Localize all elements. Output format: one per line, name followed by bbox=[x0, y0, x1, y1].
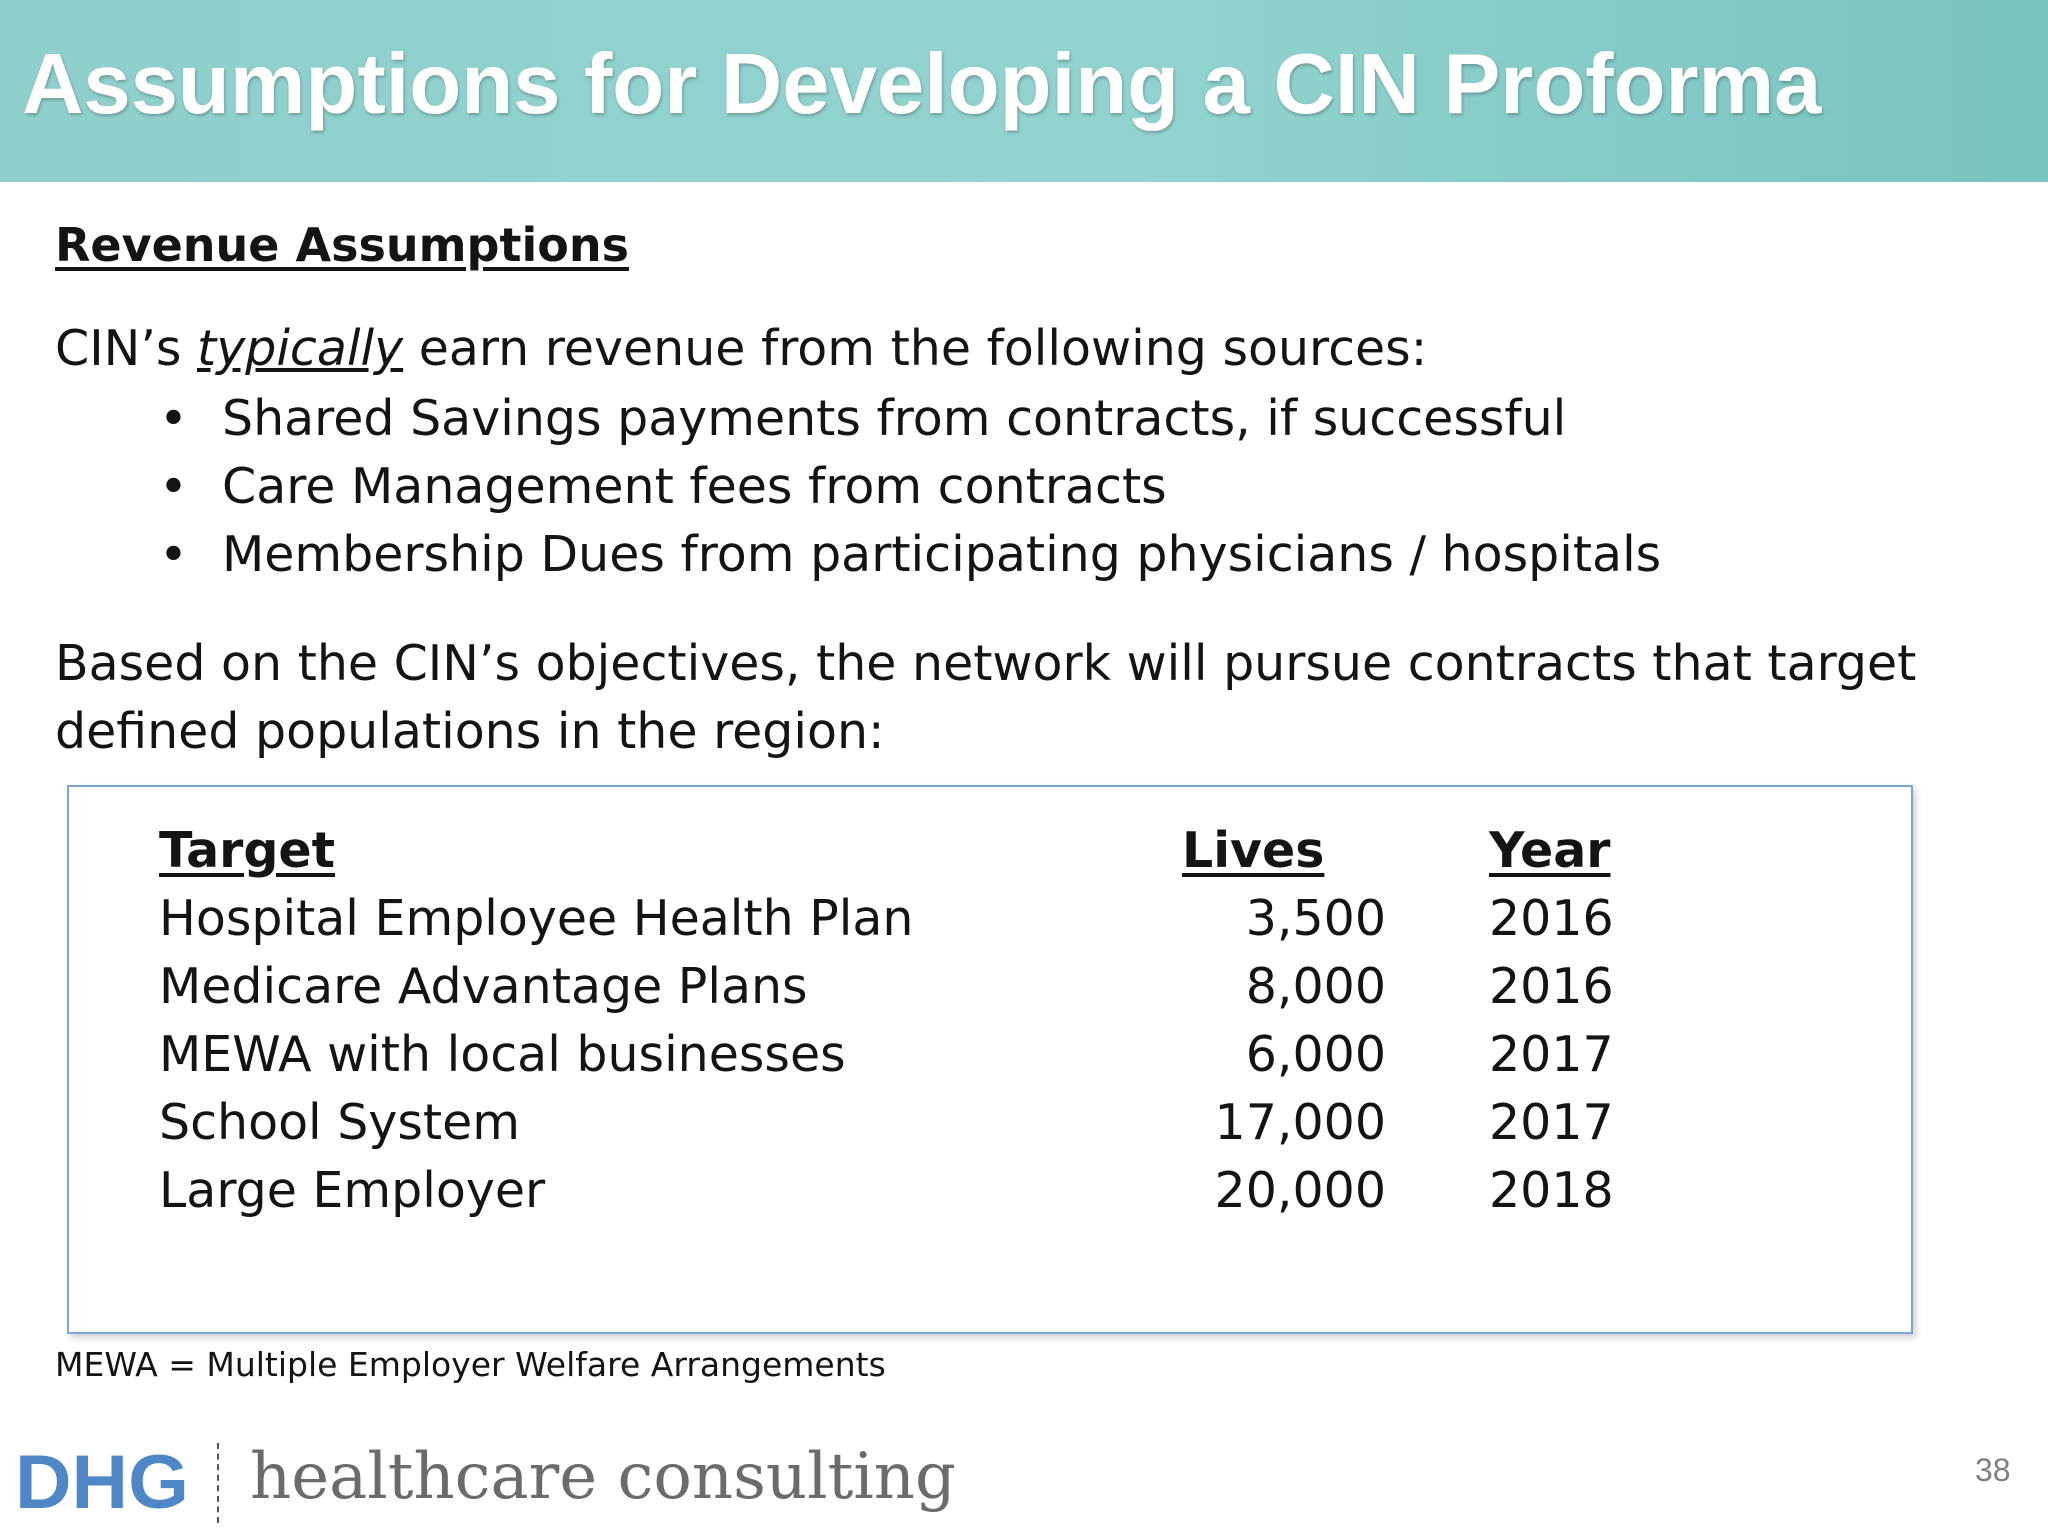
revenue-sources-list bbox=[155, 385, 1661, 589]
objectives-paragraph: Based on the CIN’s objectives, the network will pursue contracts that target defined populations in the region: bbox=[55, 635, 1917, 760]
mewa-footnote: MEWA = Multiple Employer Welfare Arrangements bbox=[55, 1345, 886, 1384]
page-number: 38 bbox=[1975, 1452, 2011, 1488]
slide-title: Assumptions for Developing a CIN Proforma bbox=[22, 37, 1822, 132]
bullet-icon: • bbox=[159, 526, 188, 583]
row-year: 2017 bbox=[1489, 1094, 1614, 1151]
row-year: 2016 bbox=[1489, 890, 1614, 947]
bullet-icon: • bbox=[159, 458, 188, 515]
intro-emphasis: typically bbox=[197, 320, 404, 377]
row-year: 2017 bbox=[1489, 1026, 1614, 1083]
revenue-intro bbox=[55, 320, 1427, 377]
logo-divider bbox=[217, 1443, 219, 1523]
row-lives: 6,000 bbox=[1245, 1026, 1386, 1083]
header-target: Target bbox=[159, 822, 336, 879]
row-year: 2016 bbox=[1489, 958, 1614, 1015]
row-lives: 17,000 bbox=[1214, 1094, 1386, 1151]
row-lives: 8,000 bbox=[1245, 958, 1386, 1015]
target-populations-table bbox=[67, 785, 1913, 1334]
header-year: Year bbox=[1489, 822, 1611, 879]
revenue-assumptions-heading: Revenue Assumptions bbox=[55, 218, 629, 272]
list-item bbox=[155, 453, 1661, 521]
row-target: Large Employer bbox=[159, 1162, 546, 1219]
row-target: Hospital Employee Health Plan bbox=[159, 890, 914, 947]
dhg-logo bbox=[15, 1446, 191, 1516]
brand-tagline: healthcare consulting bbox=[250, 1440, 956, 1514]
dhg-logo-text: DHG bbox=[15, 1446, 189, 1516]
row-lives: 20,000 bbox=[1214, 1162, 1386, 1219]
header-lives: Lives bbox=[1182, 822, 1325, 879]
title-banner bbox=[0, 0, 2048, 182]
row-year: 2018 bbox=[1489, 1162, 1614, 1219]
row-lives: 3,500 bbox=[1245, 890, 1386, 947]
bullet-icon: • bbox=[159, 390, 188, 447]
list-item-text: Care Management fees from contracts bbox=[222, 458, 1167, 515]
list-item bbox=[155, 385, 1661, 453]
row-target: School System bbox=[159, 1094, 520, 1151]
list-item bbox=[155, 521, 1661, 589]
list-item-text: Membership Dues from participating physicians / hospitals bbox=[222, 526, 1662, 583]
list-item-text: Shared Savings payments from contracts, if successful bbox=[222, 390, 1567, 447]
row-target: MEWA with local businesses bbox=[159, 1026, 846, 1083]
intro-text-before: CIN’s bbox=[55, 320, 197, 377]
row-target: Medicare Advantage Plans bbox=[159, 958, 808, 1015]
intro-text-after: earn revenue from the following sources: bbox=[403, 320, 1428, 377]
